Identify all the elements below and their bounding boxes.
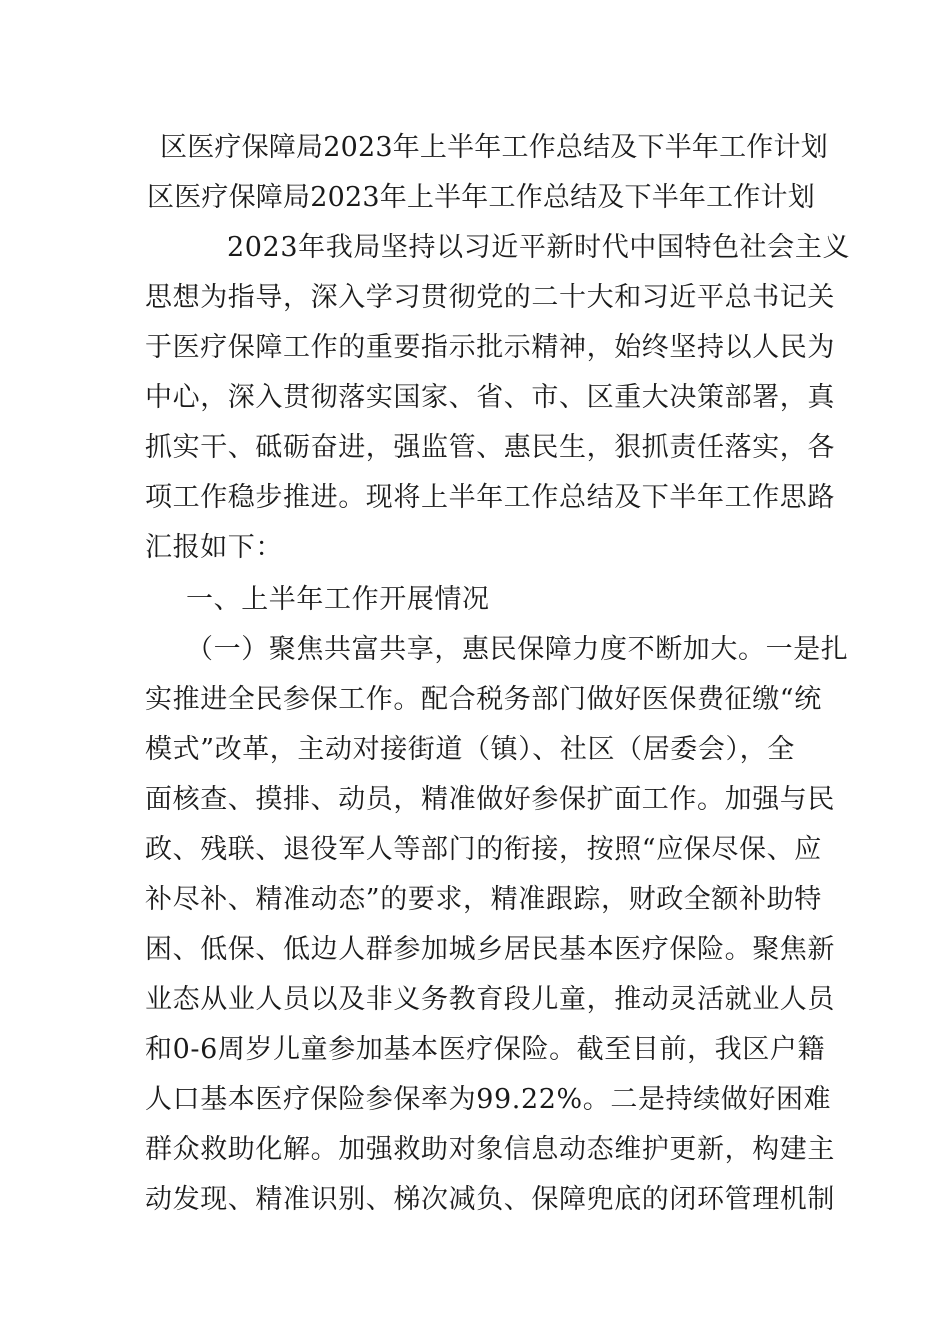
paragraph-line: 和0-6周岁儿童参加基本医疗保险。截至目前，我区户籍 [145,1034,826,1065]
section-heading: 一、上半年工作开展情况 [186,584,490,615]
paragraph-line: 困、低保、低边人群参加城乡居民基本医疗保险。聚焦新 [145,934,835,965]
document-title: 区医疗保障局2023年上半年工作总结及下半年工作计划 [160,132,828,163]
paragraph-line: 人口基本医疗保险参保率为99.22%。二是持续做好困难 [145,1084,832,1115]
paragraph-line: 于医疗保障工作的重要指示批示精神，始终坚持以人民为 [145,332,835,363]
document-subtitle: 区医疗保障局2023年上半年工作总结及下半年工作计划 [147,182,815,213]
paragraph-line: 群众救助化解。加强救助对象信息动态维护更新，构建主 [145,1134,835,1165]
paragraph-line: （一）聚焦共富共享，惠民保障力度不断加大。一是扎 [186,634,849,665]
paragraph-line: 抓实干、砥砺奋进，强监管、惠民生，狠抓责任落实，各 [145,432,835,463]
paragraph-line: 中心，深入贯彻落实国家、省、市、区重大决策部署，真 [145,382,835,413]
paragraph-line: 思想为指导，深入学习贯彻党的二十大和习近平总书记关 [145,282,835,313]
paragraph-line: 项工作稳步推进。现将上半年工作总结及下半年工作思路 [145,482,835,513]
paragraph-line: 汇报如下： [145,532,283,563]
paragraph-line: 模式”改革，主动对接街道（镇）、社区（居委会），全 [145,734,795,765]
paragraph-line: 补尽补、精准动态”的要求，精准跟踪，财政全额补助特 [145,884,822,915]
paragraph-line: 政、残联、退役军人等部门的衔接，按照“应保尽保、应 [145,834,822,865]
paragraph-line: 动发现、精准识别、梯次减负、保障兜底的闭环管理机制 [145,1184,835,1215]
paragraph-line: 2023年我局坚持以习近平新时代中国特色社会主义 [227,232,851,263]
paragraph-line: 面核查、摸排、动员，精准做好参保扩面工作。加强与民 [145,784,835,815]
paragraph-line: 业态从业人员以及非义务教育段儿童，推动灵活就业人员 [145,984,835,1015]
paragraph-line: 实推进全民参保工作。配合税务部门做好医保费征缴“统 [145,684,822,715]
